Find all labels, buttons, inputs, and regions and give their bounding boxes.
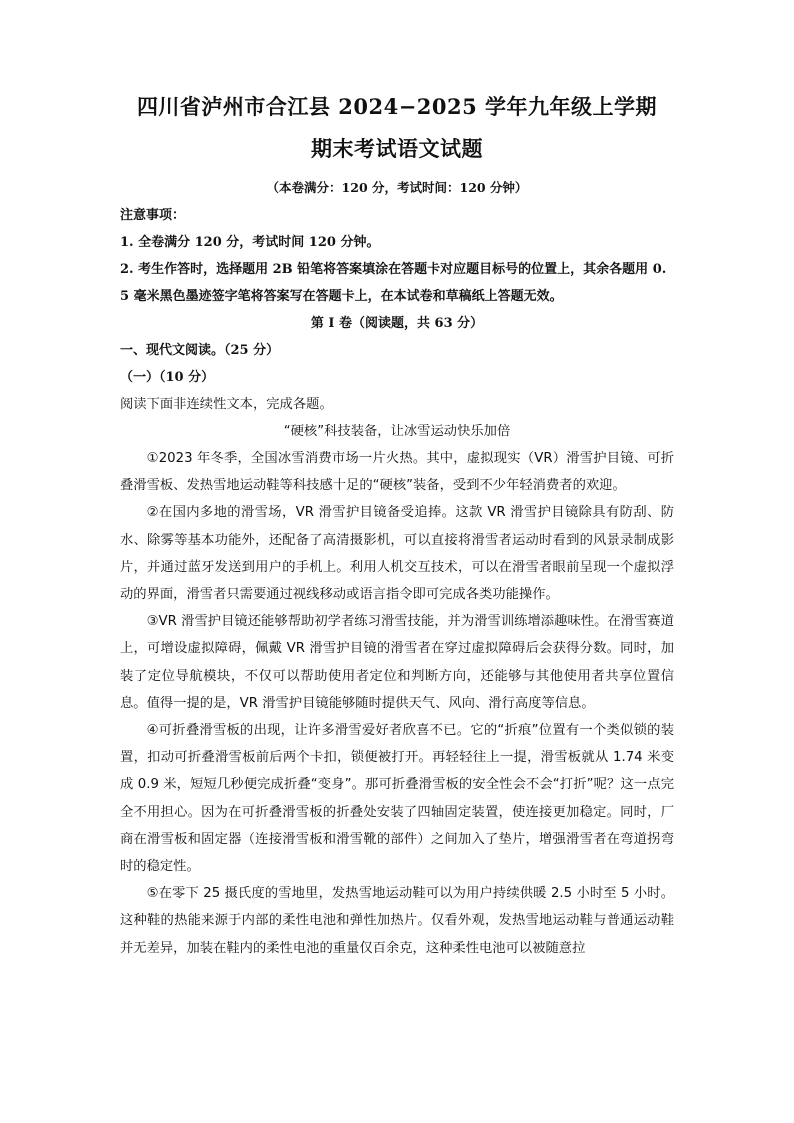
paragraph-2: ②在国内多地的滑雪场，VR 滑雪护目镜备受追捧。这款 VR 滑雪护目镜除具有防刮、防水、除雾等基本功能外，还配备了高清摄影机，可以直接将滑雪者运动时看到的风景录制成影片，并通过蓝牙发送到用户的手机上。利用人机交互技术，可以在滑雪者眼前呈现一个虚拟浮动的界面，滑雪者只需要通过视线移动或语言指令即可完成各类功能操作。 xyxy=(120,505,674,603)
notice-item-1: 1. 全卷满分 120 分，考试时间 120 分钟。 xyxy=(120,235,380,250)
notice-heading: 注意事项： xyxy=(120,208,186,223)
exam-title-line2: 期末考试语文试题 xyxy=(311,136,483,161)
notice-item-2: 2. 考生作答时，选择题用 2B 铅笔将答案填涂在答题卡对应题目标号的位置上，其余各题用 0. 5 毫米黑色墨迹签字笔将答案写在答题卡上，在本试卷和草稿纸上答题无效。 xyxy=(120,262,667,304)
exam-meta: （本卷满分：120 分，考试时间：120 分钟） xyxy=(266,180,528,195)
article-title: “硬核”科技装备，让冰雪运动快乐加倍 xyxy=(283,424,511,439)
sub-heading: （一）（10 分） xyxy=(120,370,215,385)
exam-title-line1: 四川省泸州市合江县 2024−2025 学年九年级上学期 xyxy=(136,94,658,119)
volume-heading: 第 I 卷（阅读题，共 63 分） xyxy=(310,316,484,331)
paragraph-4: ④可折叠滑雪板的出现，让许多滑雪爱好者欣喜不已。它的“折痕”位置有一个类似锁的装置，扣动可折叠滑雪板前后两个卡扣，锁便被打开。再轻轻往上一提，滑雪板就从 1.74 米变成 0.9 米，短短几秒便完成折叠“变身”。那可折叠滑雪板的安全性会不会“打折”呢？这一点完全不用担心。因为在可折叠滑雪板的折叠处安装了四轴固定装置，使连接更加稳定。同时，厂商在滑雪板和固定器（连接滑雪板和滑雪靴的部件）之间加入了垫片，增强滑雪者在弯道拐弯时的稳定性。 xyxy=(120,723,674,875)
part-heading: 一、现代文阅读。（25 分） xyxy=(120,343,280,358)
instruction-text: 阅读下面非连续性文本，完成各题。 xyxy=(120,397,333,412)
notice-block xyxy=(120,202,674,310)
paragraph-5: ⑤在零下 25 摄氏度的雪地里，发热雪地运动鞋可以为用户持续供暖 2.5 小时至 5 小时。这种鞋的热能来源于内部的柔性电池和弹性加热片。仅看外观，发热雪地运动鞋与普通运动鞋并无差异，加装在鞋内的柔性电池的重量仅百余克，这种柔性电池可以被随意拉 xyxy=(120,886,674,956)
paragraph-3: ③VR 滑雪护目镜还能够帮助初学者练习滑雪技能，并为滑雪训练增添趣味性。在滑雪赛道上，可增设虚拟障碍，佩戴 VR 滑雪护目镜的滑雪者在穿过虚拟障碍后会获得分数。同时，加装了定位导航模块，不仅可以帮助使用者定位和判断方向，还能够与其他使用者共享位置信息。值得一提的是，VR 滑雪护目镜能够随时提供天气、风向、滑行高度等信息。 xyxy=(120,614,674,711)
paragraph-1: ①2023 年冬季，全国冰雪消费市场一片火热。其中，虚拟现实（VR）滑雪护目镜、可折叠滑雪板、发热雪地运动鞋等科技感十足的“硬核”装备，受到不少年轻消费者的欢迎。 xyxy=(120,451,674,494)
